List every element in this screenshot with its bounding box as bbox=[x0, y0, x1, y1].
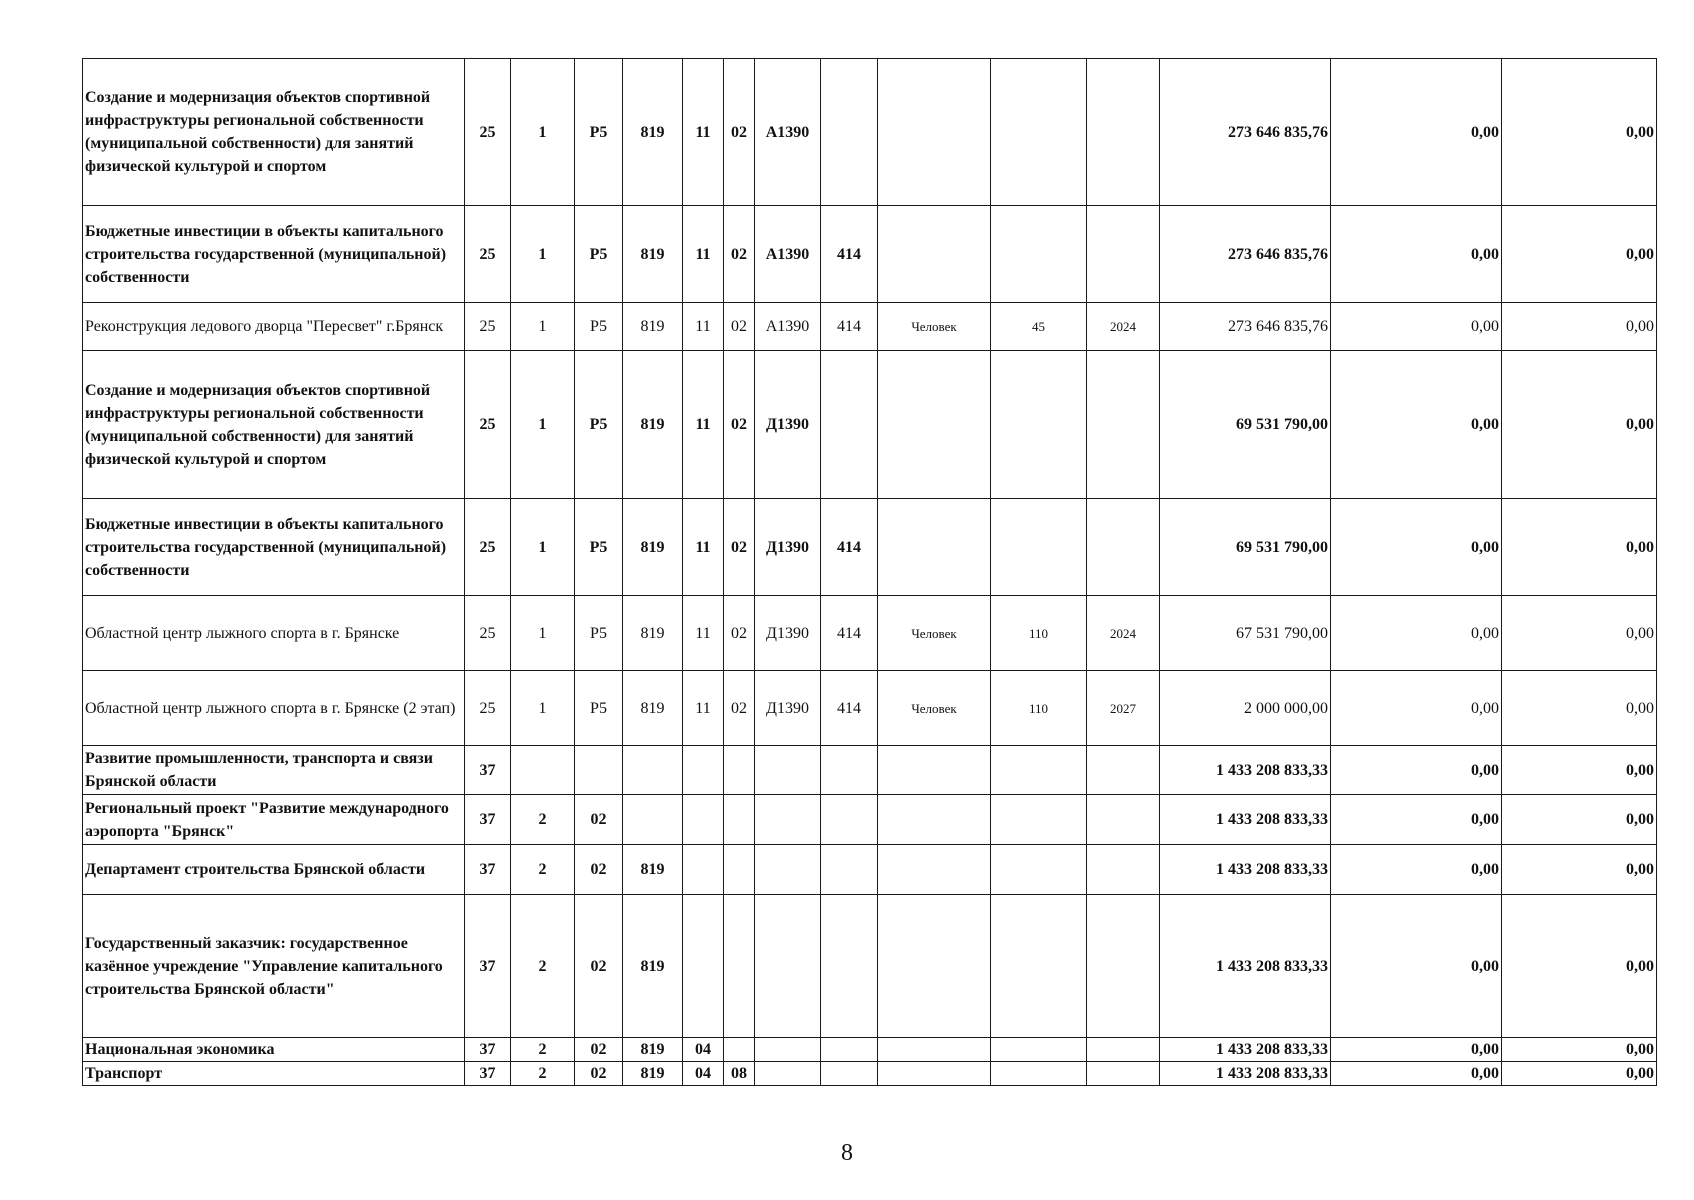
capacity bbox=[991, 795, 1087, 845]
code-section: 11 bbox=[683, 351, 724, 499]
amount-year-1: 1 433 208 833,33 bbox=[1160, 746, 1331, 795]
row-description: Региональный проект "Развитие международного аэропорта "Брянск" bbox=[83, 795, 465, 845]
code-section: 11 bbox=[683, 596, 724, 671]
code-section: 11 bbox=[683, 499, 724, 596]
code-section bbox=[683, 795, 724, 845]
unit-of-measure bbox=[878, 499, 991, 596]
commissioning-year: 2027 bbox=[1087, 671, 1160, 746]
code-target-article: Д1390 bbox=[755, 596, 821, 671]
code-subprogram: 2 bbox=[511, 1062, 575, 1086]
table-row bbox=[83, 1062, 1657, 1086]
code-expense-type: 414 bbox=[821, 499, 878, 596]
code-subsection bbox=[724, 795, 755, 845]
code-subsection: 02 bbox=[724, 303, 755, 351]
code-section bbox=[683, 895, 724, 1038]
code-project: Р5 bbox=[575, 596, 623, 671]
amount-year-3: 0,00 bbox=[1502, 746, 1657, 795]
code-subsection: 02 bbox=[724, 596, 755, 671]
code-section bbox=[683, 845, 724, 895]
capacity bbox=[991, 1062, 1087, 1086]
code-expense-type: 414 bbox=[821, 206, 878, 303]
row-description: Создание и модернизация объектов спортивной инфраструктуры региональной собственности (муниципальной собственности) для занятий физической культурой и спортом bbox=[83, 351, 465, 499]
code-grbs: 819 bbox=[623, 596, 683, 671]
amount-year-1: 69 531 790,00 bbox=[1160, 351, 1331, 499]
code-target-article: Д1390 bbox=[755, 671, 821, 746]
amount-year-1: 69 531 790,00 bbox=[1160, 499, 1331, 596]
code-program: 25 bbox=[465, 303, 511, 351]
code-grbs: 819 bbox=[623, 303, 683, 351]
code-subprogram: 1 bbox=[511, 351, 575, 499]
amount-year-3: 0,00 bbox=[1502, 206, 1657, 303]
code-subsection: 02 bbox=[724, 59, 755, 206]
code-target-article bbox=[755, 746, 821, 795]
code-expense-type: 414 bbox=[821, 303, 878, 351]
code-subprogram: 2 bbox=[511, 1038, 575, 1062]
code-subprogram bbox=[511, 746, 575, 795]
code-program: 25 bbox=[465, 206, 511, 303]
code-project: Р5 bbox=[575, 206, 623, 303]
amount-year-1: 67 531 790,00 bbox=[1160, 596, 1331, 671]
code-grbs: 819 bbox=[623, 499, 683, 596]
amount-year-2: 0,00 bbox=[1331, 1062, 1502, 1086]
code-section: 11 bbox=[683, 206, 724, 303]
code-grbs: 819 bbox=[623, 59, 683, 206]
code-target-article: А1390 bbox=[755, 206, 821, 303]
code-section: 11 bbox=[683, 303, 724, 351]
code-target-article bbox=[755, 795, 821, 845]
unit-of-measure bbox=[878, 59, 991, 206]
commissioning-year bbox=[1087, 795, 1160, 845]
code-expense-type: 414 bbox=[821, 671, 878, 746]
amount-year-3: 0,00 bbox=[1502, 845, 1657, 895]
unit-of-measure: Человек bbox=[878, 596, 991, 671]
code-expense-type: 414 bbox=[821, 596, 878, 671]
capacity bbox=[991, 59, 1087, 206]
amount-year-2: 0,00 bbox=[1331, 671, 1502, 746]
code-expense-type bbox=[821, 746, 878, 795]
commissioning-year bbox=[1087, 499, 1160, 596]
code-grbs: 819 bbox=[623, 206, 683, 303]
amount-year-3: 0,00 bbox=[1502, 1038, 1657, 1062]
code-grbs: 819 bbox=[623, 845, 683, 895]
code-program: 25 bbox=[465, 59, 511, 206]
amount-year-2: 0,00 bbox=[1331, 596, 1502, 671]
code-section bbox=[683, 746, 724, 795]
code-target-article: А1390 bbox=[755, 59, 821, 206]
amount-year-2: 0,00 bbox=[1331, 206, 1502, 303]
code-target-article bbox=[755, 1062, 821, 1086]
code-project: 02 bbox=[575, 795, 623, 845]
amount-year-2: 0,00 bbox=[1331, 303, 1502, 351]
code-project: Р5 bbox=[575, 351, 623, 499]
amount-year-1: 1 433 208 833,33 bbox=[1160, 845, 1331, 895]
code-subprogram: 2 bbox=[511, 845, 575, 895]
code-grbs: 819 bbox=[623, 1038, 683, 1062]
unit-of-measure: Человек bbox=[878, 671, 991, 746]
commissioning-year bbox=[1087, 206, 1160, 303]
table-row bbox=[83, 671, 1657, 746]
amount-year-3: 0,00 bbox=[1502, 1062, 1657, 1086]
amount-year-3: 0,00 bbox=[1502, 671, 1657, 746]
row-description: Областной центр лыжного спорта в г. Брянске bbox=[83, 596, 465, 671]
code-project bbox=[575, 746, 623, 795]
code-expense-type bbox=[821, 351, 878, 499]
amount-year-3: 0,00 bbox=[1502, 351, 1657, 499]
code-subprogram: 1 bbox=[511, 59, 575, 206]
code-target-article: А1390 bbox=[755, 303, 821, 351]
code-project: Р5 bbox=[575, 671, 623, 746]
amount-year-2: 0,00 bbox=[1331, 746, 1502, 795]
code-project: 02 bbox=[575, 1062, 623, 1086]
code-section: 04 bbox=[683, 1062, 724, 1086]
code-program: 25 bbox=[465, 351, 511, 499]
amount-year-1: 273 646 835,76 bbox=[1160, 206, 1331, 303]
row-description: Областной центр лыжного спорта в г. Брянске (2 этап) bbox=[83, 671, 465, 746]
table-row bbox=[83, 746, 1657, 795]
commissioning-year: 2024 bbox=[1087, 303, 1160, 351]
amount-year-1: 1 433 208 833,33 bbox=[1160, 795, 1331, 845]
code-program: 37 bbox=[465, 845, 511, 895]
code-subprogram: 2 bbox=[511, 795, 575, 845]
unit-of-measure bbox=[878, 1062, 991, 1086]
code-expense-type bbox=[821, 795, 878, 845]
amount-year-2: 0,00 bbox=[1331, 351, 1502, 499]
commissioning-year: 2024 bbox=[1087, 596, 1160, 671]
amount-year-1: 273 646 835,76 bbox=[1160, 303, 1331, 351]
unit-of-measure bbox=[878, 206, 991, 303]
table-row bbox=[83, 499, 1657, 596]
code-subsection bbox=[724, 895, 755, 1038]
capacity: 110 bbox=[991, 596, 1087, 671]
table-row bbox=[83, 795, 1657, 845]
amount-year-3: 0,00 bbox=[1502, 303, 1657, 351]
code-program: 37 bbox=[465, 1038, 511, 1062]
amount-year-3: 0,00 bbox=[1502, 59, 1657, 206]
commissioning-year bbox=[1087, 1038, 1160, 1062]
code-grbs: 819 bbox=[623, 1062, 683, 1086]
table-row bbox=[83, 845, 1657, 895]
code-target-article bbox=[755, 845, 821, 895]
code-subsection: 02 bbox=[724, 351, 755, 499]
page-number: 8 bbox=[841, 1140, 853, 1166]
code-grbs bbox=[623, 795, 683, 845]
table-row bbox=[83, 59, 1657, 206]
capacity bbox=[991, 206, 1087, 303]
commissioning-year bbox=[1087, 59, 1160, 206]
code-project: Р5 bbox=[575, 499, 623, 596]
amount-year-2: 0,00 bbox=[1331, 795, 1502, 845]
row-description: Департамент строительства Брянской области bbox=[83, 845, 465, 895]
code-grbs: 819 bbox=[623, 671, 683, 746]
code-target-article: Д1390 bbox=[755, 499, 821, 596]
unit-of-measure bbox=[878, 895, 991, 1038]
amount-year-2: 0,00 bbox=[1331, 1038, 1502, 1062]
code-program: 37 bbox=[465, 795, 511, 845]
amount-year-1: 1 433 208 833,33 bbox=[1160, 1062, 1331, 1086]
code-program: 37 bbox=[465, 746, 511, 795]
amount-year-3: 0,00 bbox=[1502, 795, 1657, 845]
amount-year-1: 273 646 835,76 bbox=[1160, 59, 1331, 206]
code-project: Р5 bbox=[575, 303, 623, 351]
table-row bbox=[83, 351, 1657, 499]
table-row bbox=[83, 1038, 1657, 1062]
capacity bbox=[991, 1038, 1087, 1062]
code-project: 02 bbox=[575, 845, 623, 895]
code-subprogram: 2 bbox=[511, 895, 575, 1038]
commissioning-year bbox=[1087, 845, 1160, 895]
code-program: 25 bbox=[465, 596, 511, 671]
capacity bbox=[991, 351, 1087, 499]
capacity: 110 bbox=[991, 671, 1087, 746]
unit-of-measure bbox=[878, 845, 991, 895]
code-subprogram: 1 bbox=[511, 303, 575, 351]
unit-of-measure bbox=[878, 795, 991, 845]
amount-year-2: 0,00 bbox=[1331, 895, 1502, 1038]
amount-year-2: 0,00 bbox=[1331, 845, 1502, 895]
code-project: 02 bbox=[575, 1038, 623, 1062]
code-grbs: 819 bbox=[623, 351, 683, 499]
row-description: Государственный заказчик: государственное казённое учреждение "Управление капитального строительства Брянской области" bbox=[83, 895, 465, 1038]
code-program: 37 bbox=[465, 1062, 511, 1086]
amount-year-3: 0,00 bbox=[1502, 596, 1657, 671]
commissioning-year bbox=[1087, 1062, 1160, 1086]
code-subsection: 08 bbox=[724, 1062, 755, 1086]
code-section: 11 bbox=[683, 59, 724, 206]
amount-year-3: 0,00 bbox=[1502, 895, 1657, 1038]
code-subprogram: 1 bbox=[511, 499, 575, 596]
amount-year-2: 0,00 bbox=[1331, 499, 1502, 596]
code-grbs: 819 bbox=[623, 895, 683, 1038]
unit-of-measure bbox=[878, 351, 991, 499]
commissioning-year bbox=[1087, 895, 1160, 1038]
amount-year-1: 1 433 208 833,33 bbox=[1160, 1038, 1331, 1062]
table-row bbox=[83, 895, 1657, 1038]
amount-year-3: 0,00 bbox=[1502, 499, 1657, 596]
capacity bbox=[991, 746, 1087, 795]
code-target-article bbox=[755, 895, 821, 1038]
table-row bbox=[83, 206, 1657, 303]
code-expense-type bbox=[821, 895, 878, 1038]
code-subsection bbox=[724, 1038, 755, 1062]
capacity: 45 bbox=[991, 303, 1087, 351]
code-expense-type bbox=[821, 1062, 878, 1086]
code-project: Р5 bbox=[575, 59, 623, 206]
capacity bbox=[991, 499, 1087, 596]
amount-year-2: 0,00 bbox=[1331, 59, 1502, 206]
code-subprogram: 1 bbox=[511, 596, 575, 671]
row-description: Бюджетные инвестиции в объекты капитального строительства государственной (муниципальной) собственности bbox=[83, 499, 465, 596]
row-description: Транспорт bbox=[83, 1062, 465, 1086]
code-target-article: Д1390 bbox=[755, 351, 821, 499]
code-grbs bbox=[623, 746, 683, 795]
amount-year-1: 2 000 000,00 bbox=[1160, 671, 1331, 746]
unit-of-measure: Человек bbox=[878, 303, 991, 351]
code-program: 25 bbox=[465, 671, 511, 746]
code-section: 04 bbox=[683, 1038, 724, 1062]
code-expense-type bbox=[821, 59, 878, 206]
code-expense-type bbox=[821, 1038, 878, 1062]
budget-table bbox=[82, 58, 1657, 1086]
code-expense-type bbox=[821, 845, 878, 895]
capacity bbox=[991, 845, 1087, 895]
code-target-article bbox=[755, 1038, 821, 1062]
table-row bbox=[83, 596, 1657, 671]
code-section: 11 bbox=[683, 671, 724, 746]
code-subsection bbox=[724, 845, 755, 895]
code-subsection: 02 bbox=[724, 206, 755, 303]
unit-of-measure bbox=[878, 746, 991, 795]
row-description: Развитие промышленности, транспорта и связи Брянской области bbox=[83, 746, 465, 795]
table-row bbox=[83, 303, 1657, 351]
amount-year-1: 1 433 208 833,33 bbox=[1160, 895, 1331, 1038]
code-subsection: 02 bbox=[724, 499, 755, 596]
code-project: 02 bbox=[575, 895, 623, 1038]
code-program: 25 bbox=[465, 499, 511, 596]
commissioning-year bbox=[1087, 351, 1160, 499]
row-description: Бюджетные инвестиции в объекты капитального строительства государственной (муниципальной) собственности bbox=[83, 206, 465, 303]
commissioning-year bbox=[1087, 746, 1160, 795]
row-description: Национальная экономика bbox=[83, 1038, 465, 1062]
capacity bbox=[991, 895, 1087, 1038]
code-subsection bbox=[724, 746, 755, 795]
row-description: Реконструкция ледового дворца "Пересвет" г.Брянск bbox=[83, 303, 465, 351]
row-description: Создание и модернизация объектов спортивной инфраструктуры региональной собственности (муниципальной собственности) для занятий физической культурой и спортом bbox=[83, 59, 465, 206]
code-subprogram: 1 bbox=[511, 671, 575, 746]
code-subsection: 02 bbox=[724, 671, 755, 746]
unit-of-measure bbox=[878, 1038, 991, 1062]
code-subprogram: 1 bbox=[511, 206, 575, 303]
code-program: 37 bbox=[465, 895, 511, 1038]
